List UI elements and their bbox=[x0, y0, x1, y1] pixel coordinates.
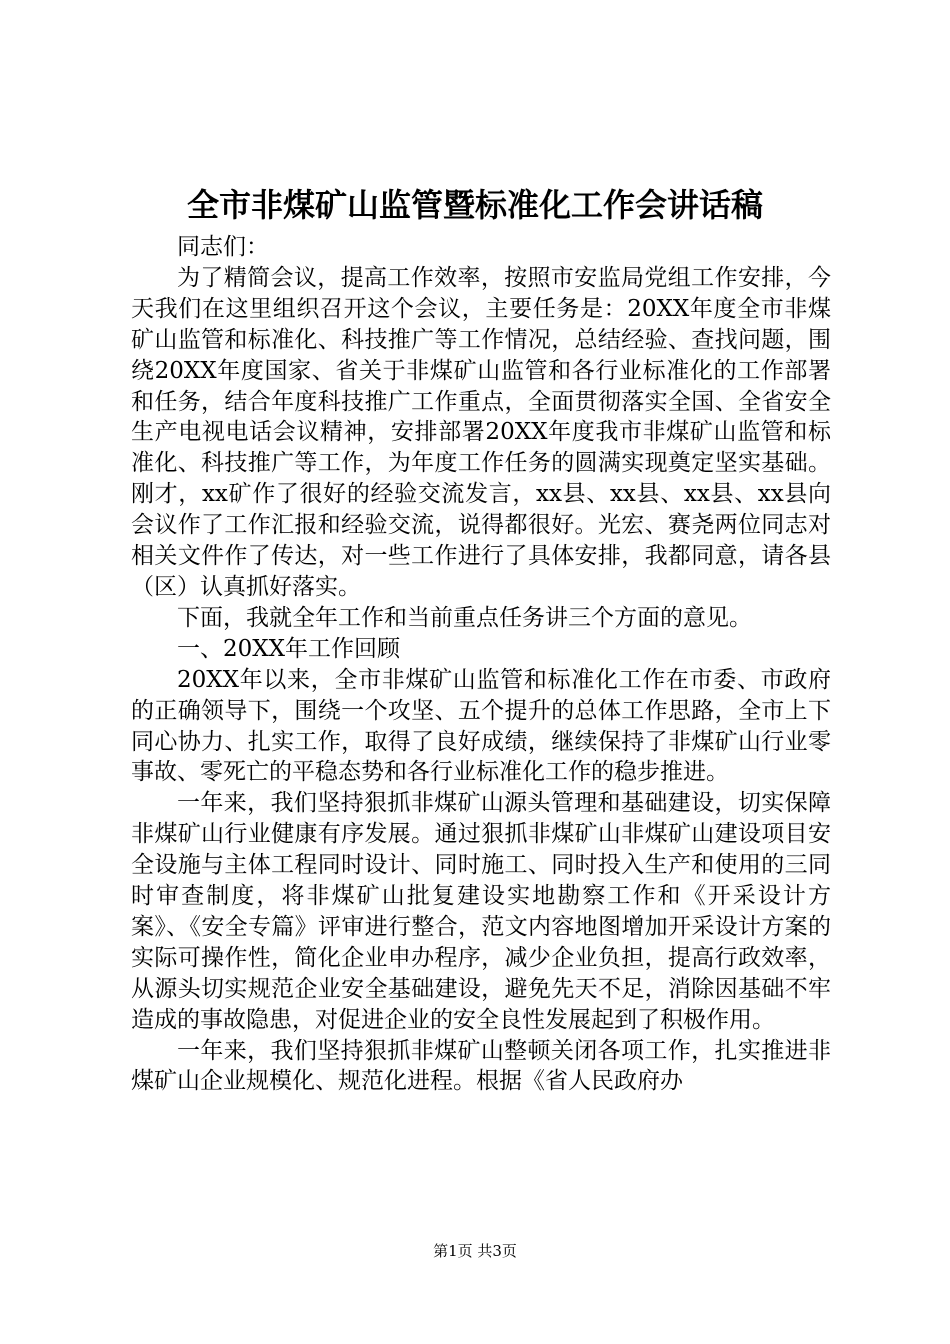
document-body bbox=[131, 232, 831, 1097]
page-number-footer: 第1页 共3页 bbox=[433, 1242, 517, 1260]
review-paragraph: 20XX年以来，全市非煤矿山监管和标准化工作在市委、市政府的正确领导下，围绕一个攻坚、五个提升的总体工作思路，全市上下同心协力、扎实工作，取得了良好成绩，继续保持了非煤矿山行业零事故、零死亡的平稳态势和各行业标准化工作的稳步推进。 bbox=[131, 666, 831, 786]
intro-paragraph: 为了精简会议，提高工作效率，按照市安监局党组工作安排，今天我们在这里组织召开这个会议，主要任务是：20XX年度全市非煤矿山监管和标准化、科技推广等工作情况，总结经验、查找问题，围绕20XX年度国家、省关于非煤矿山监管和各行业标准化的工作部署和任务，结合年度科技推广工作重点，全面贯彻落实全国、全省安全生产电视电话会议精神，安排部署20XX年度我市非煤矿山监管和标准化、科技推广等工作，为年度工作任务的圆满实现奠定坚实基础。刚才，xx矿作了很好的经验交流发言，xx县、xx县、xx县、xx县向会议作了工作汇报和经验交流，说得都很好。光宏、赛尧两位同志对相关文件作了传达，对一些工作进行了具体安排，我都同意，请各县（区）认真抓好落实。 bbox=[131, 264, 831, 600]
document-title: 全市非煤矿山监管暨标准化工作会讲话稿 bbox=[186, 186, 763, 224]
overview-paragraph: 下面，我就全年工作和当前重点任务讲三个方面的意见。 bbox=[177, 604, 752, 631]
salutation-paragraph: 同志们： bbox=[177, 234, 269, 260]
section-heading: 一、20XX年工作回顾 bbox=[177, 635, 401, 662]
rectification-paragraph: 一年来，我们坚持狠抓非煤矿山整顿关闭各项工作，扎实推进非煤矿山企业规模化、规范化进程。根据《省人民政府办 bbox=[131, 1037, 831, 1095]
source-management-paragraph: 一年来，我们坚持狠抓非煤矿山源头管理和基础建设，切实保障非煤矿山行业健康有序发展。通过狠抓非煤矿山非煤矿山建设项目安全设施与主体工程同时设计、同时施工、同时投入生产和使用的三同时审查制度，将非煤矿山批复建设实地勘察工作和《开采设计方案》、《安全专篇》评审进行整合，范文内容地图增加开采设计方案的实际可操作性，简化企业申办程序，减少企业负担，提高行政效率，从源头切实规范企业安全基础建设，避免先天不足，消除因基础不牢造成的事故隐患，对促进企业的安全良性发展起到了积极作用。 bbox=[131, 790, 831, 1033]
